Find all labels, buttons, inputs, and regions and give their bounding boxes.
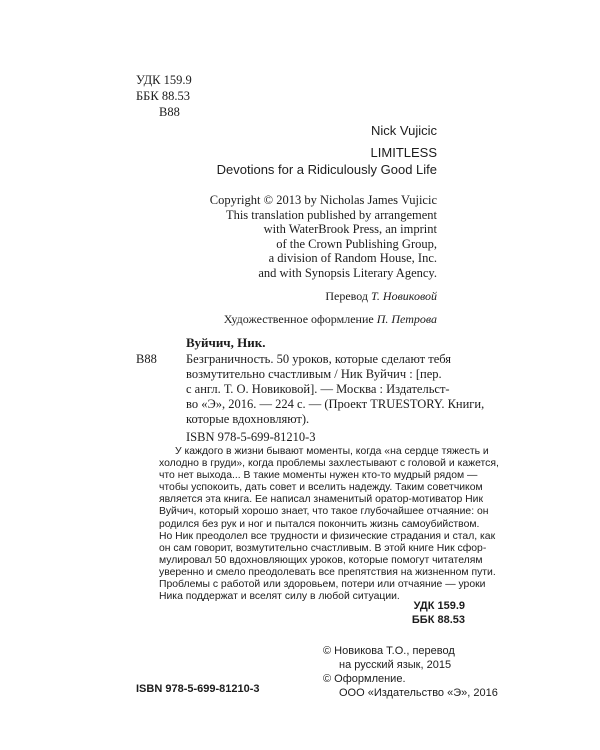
rights-translation-line: © Новикова Т.О., перевод: [323, 645, 455, 657]
rights-translation-line: на русский язык, 2015: [339, 659, 452, 671]
design-label: Художественное оформление: [223, 312, 374, 326]
annotation-line: он сам говорит, возмутительно счастливым. В этой книге Ник сфор-: [159, 542, 487, 554]
copyright-line: Copyright © 2013 by Nicholas James Vujicic: [209, 193, 437, 207]
annotation-line: Проблемы с работой или здоровьем, потери или отчаяние — уроки: [159, 579, 486, 591]
annotation-line: родился без рук и ног и пытался покончить жизнь самоубийством.: [159, 518, 480, 530]
isbn-record: ISBN 978-5-699-81210-3: [186, 430, 316, 444]
annotation-line: что нет выхода... В такие моменты нужен кто-то мудрый рядом —: [159, 470, 478, 482]
rights-design-line: © Оформление.: [323, 673, 406, 685]
copyright-line: and with Synopsis Literary Agency.: [258, 265, 437, 280]
annotation-line: холодно в груди», когда проблемы захлестывают с головой и кажется,: [159, 458, 499, 470]
original-title: LIMITLESS: [370, 145, 437, 160]
annotation: [159, 446, 499, 603]
bibliographic-description: [186, 352, 485, 427]
design-credit: [224, 312, 437, 327]
bottom-udk-code: УДК 159.9: [413, 600, 465, 612]
udk-code: УДК 159.9: [136, 73, 192, 87]
original-author: Nick Vujicic: [371, 123, 437, 138]
annotation-line: Вуйчич, который хорошо знает, что такое глубочайшее отчаяние: он: [159, 506, 489, 518]
bib-line: во «Э», 2016. — 224 с. — (Проект TRUESTORY. Книги,: [186, 397, 485, 411]
rights-notice: [323, 644, 498, 700]
rights-publisher-line: ООО «Издательство «Э», 2016: [339, 687, 498, 699]
bib-line: с англ. Т. О. Новиковой]. — Москва : Издательст-: [186, 382, 450, 396]
translator-name: Т. Новиковой: [371, 289, 437, 303]
bib-line: которые вдохновляют).: [186, 412, 310, 426]
bib-line: возмутительно счастливым / Ник Вуйчич : [пер.: [186, 367, 442, 381]
bibliographic-heading: Вуйчич, Ник.: [186, 335, 266, 350]
author-code: В88: [159, 105, 180, 119]
copyright-line: with WaterBrook Press, an imprint: [263, 222, 437, 236]
classification-codes: [136, 72, 192, 120]
isbn-bottom: ISBN 978-5-699-81210-3: [136, 683, 260, 695]
translator-credit: [325, 289, 437, 304]
annotation-line: У каждого в жизни бывают моменты, когда «на сердце тяжесть и: [175, 446, 489, 457]
copyright-notice: [210, 193, 437, 280]
annotation-line: чтобы успокоить, дать совет и вселить надежду. Таким советчиком: [159, 482, 483, 494]
annotation-line: Но Ник преодолел все трудности и физические страдания и стал, как: [159, 530, 496, 542]
copyright-line: a division of Random House, Inc.: [268, 251, 437, 265]
translator-label: Перевод: [325, 289, 368, 303]
annotation-line: является эта книга. Ее написал знаменитый оратор-мотиватор Ник: [159, 494, 484, 506]
original-title-block: [217, 144, 437, 178]
bbk-code: ББК 88.53: [136, 89, 190, 103]
bottom-classification-codes: [412, 599, 465, 627]
annotation-line: Ника поддержат и вселят силу в любой ситуации.: [159, 591, 400, 603]
copyright-line: This translation published by arrangement: [225, 207, 437, 222]
bib-line: Безграничность. 50 уроков, которые сделают тебя: [186, 352, 452, 366]
bottom-bbk-code: ББК 88.53: [411, 614, 465, 626]
copyright-line: of the Crown Publishing Group,: [276, 236, 437, 251]
annotation-line: мулировал 50 вдохновляющих уроков, которые помогут читателям: [159, 554, 483, 566]
designer-name: П. Петрова: [376, 312, 437, 326]
bibliographic-code: В88: [136, 352, 157, 366]
original-subtitle: Devotions for a Ridiculously Good Life: [216, 162, 437, 177]
annotation-line: уверенно и смело преодолевать все препятствия на жизненном пути.: [159, 566, 496, 578]
